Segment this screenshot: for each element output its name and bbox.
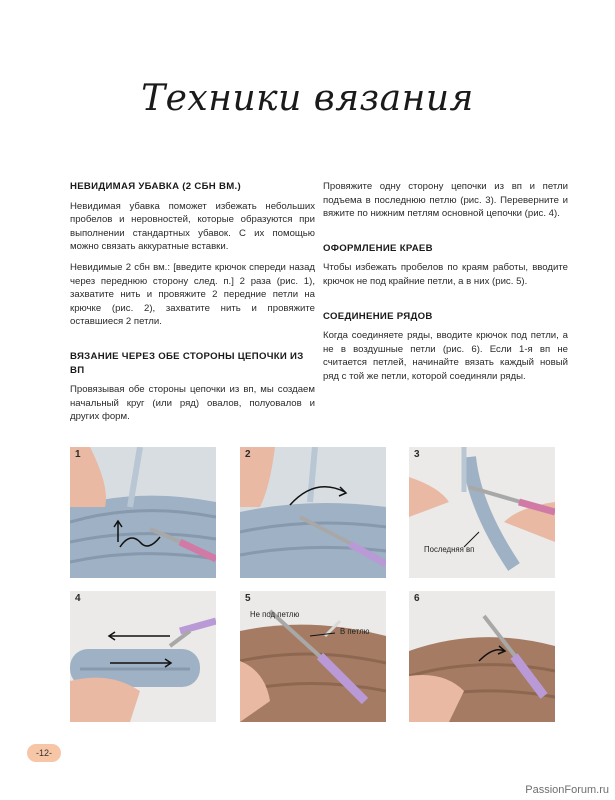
photo-caption: В петлю	[340, 627, 370, 636]
paragraph: Когда соединяете ряды, вводите крючок под петли, а не в воздушные петли (рис. 6). Если 1-я вп не считается петлей, начинайте вязать каждый новый ряд с той же петли, которой соединяли ряды.	[323, 330, 568, 382]
paragraph: Невидимая убавка поможет избежать небольших пробелов и неровностей, которые образуются при выполнении стандартных убавок. С их помощью можно связать аккуратные вставки.	[70, 200, 315, 253]
photo-6-image	[409, 591, 555, 722]
right-column	[323, 180, 568, 391]
photo-caption: Последняя вп	[424, 545, 475, 554]
paragraph: Провязывая обе стороны цепочки из вп, мы создаем начальный круг (или ряд) овалов, полуовалов и других форм.	[70, 384, 315, 423]
figure-number: 1	[75, 449, 81, 460]
paragraph: Провяжите одну сторону цепочки из вп и петли подъема в последнюю петлю (рис. 3). Переверните и вяжите по нижним петлям основной цепочки (рис. 4).	[323, 181, 568, 220]
photo-4	[70, 591, 216, 722]
photo-3	[409, 447, 555, 578]
figure-number: 2	[245, 449, 251, 460]
photo-2	[240, 447, 386, 578]
section-heading-edges: ОФОРМЛЕНИЕ КРАЕВ	[323, 242, 433, 254]
watermark: PassionForum.ru	[525, 784, 609, 796]
figure-number: 4	[75, 593, 81, 604]
photo-1	[70, 447, 216, 578]
figure-number: 5	[245, 593, 251, 604]
page-title: Техники вязания	[141, 78, 474, 119]
photo-4-image	[70, 591, 216, 722]
page-number: -12-	[27, 744, 61, 762]
paragraph: Невидимые 2 сбн вм.: [введите крючок спереди назад через переднюю сторону след. п.] 2 раза (рис. 1), захватите нить и провяжите 2 передние петли на крючке (рис. 2), захватите нить и провяжите оставшиеся 2 петли.	[70, 261, 315, 328]
section-heading-joining-rows: СОЕДИНЕНИЕ РЯДОВ	[323, 310, 433, 322]
paragraph: Чтобы избежать пробелов по краям работы, вводите крючок не под крайние петли, а в них (рис. 5).	[323, 262, 568, 287]
photo-1-image	[70, 447, 216, 578]
figure-number: 6	[414, 593, 420, 604]
photo-2-image	[240, 447, 386, 578]
section-heading-both-sides-chain: ВЯЗАНИЕ ЧЕРЕЗ ОБЕ СТОРОНЫ ЦЕПОЧКИ ИЗ ВП	[70, 350, 304, 376]
photo-5	[240, 591, 386, 722]
figure-number: 3	[414, 449, 420, 460]
photo-6	[409, 591, 555, 722]
photo-3-image	[409, 447, 555, 578]
left-column	[70, 180, 315, 431]
section-heading-invisible-decrease: НЕВИДИМАЯ УБАВКА (2 СБН ВМ.)	[70, 181, 241, 192]
photo-caption: Не под петлю	[250, 610, 300, 619]
